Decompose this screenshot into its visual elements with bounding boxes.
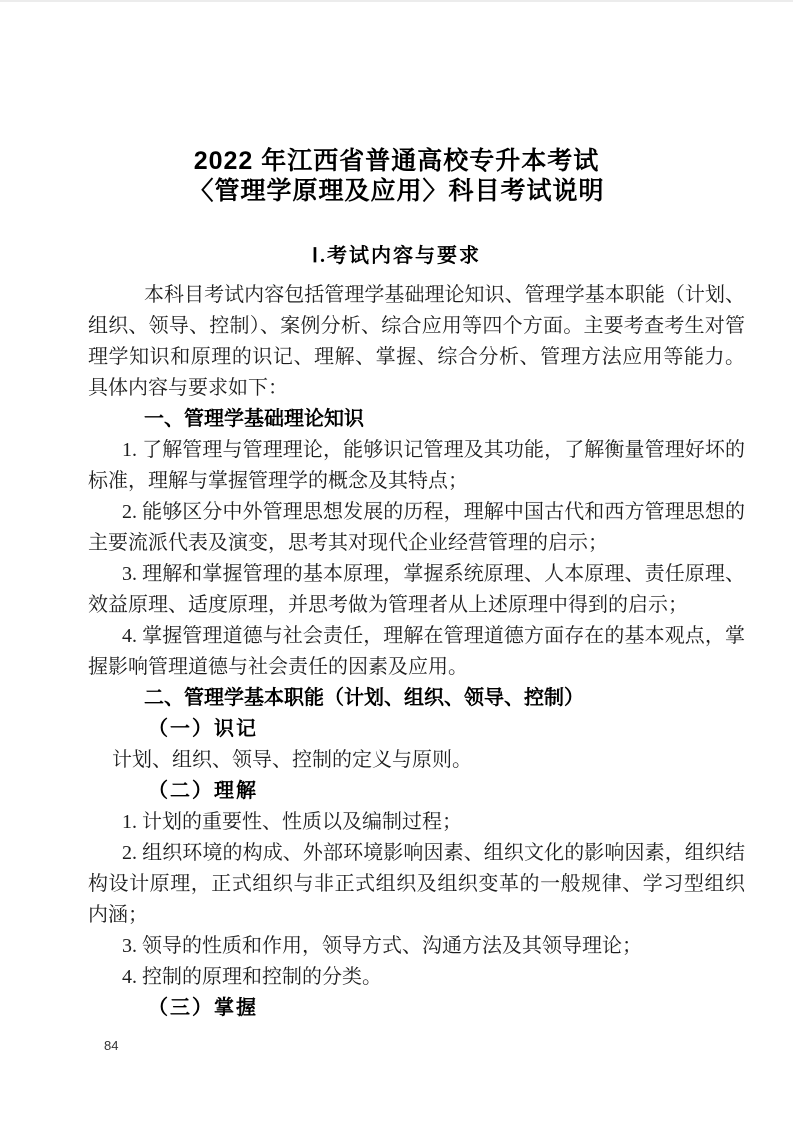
sub1-text: 计划、组织、领导、控制的定义与原则。 <box>112 749 472 771</box>
sub2-item-4: 4. 控制的原理和控制的分类。 <box>122 966 382 988</box>
section-heading: Ⅰ.考试内容与要求 <box>312 245 481 267</box>
document-body <box>88 280 745 1024</box>
document-title <box>0 2 793 206</box>
part1-item-1: 1. 了解管理与管理理论，能够识记管理及其功能，了解衡量管理好坏的标准，理解与掌握管理学的概念及其特点； <box>88 439 745 492</box>
part1-item-2: 2. 能够区分中外管理思想发展的历程，理解中国古代和西方管理思想的主要流派代表及演变，思考其对现代企业经营管理的启示； <box>88 501 745 554</box>
sub3-heading: （三）掌握 <box>148 997 258 1019</box>
part1-item-4: 4. 掌握管理道德与社会责任，理解在管理道德方面存在的基本观点，掌握影响管理道德与社会责任的因素及应用。 <box>88 625 745 678</box>
part2-heading: 二、管理学基本职能（计划、组织、领导、控制） <box>144 687 584 709</box>
sub2-item-3: 3. 领导的性质和作用，领导方式、沟通方法及其领导理论； <box>122 935 642 957</box>
document-title-line1: 2022 年江西省普通高校专升本考试 <box>193 147 600 175</box>
document-title-line2: 〈管理学原理及应用〉科目考试说明 <box>188 177 605 205</box>
sub2-item-2: 2. 组织环境的构成、外部环境影响因素、组织文化的影响因素，组织结构设计原理，正式组织与非正式组织及组织变革的一般规律、学习型组织内涵； <box>88 842 745 926</box>
sub2-item-1: 1. 计划的重要性、性质以及编制过程； <box>122 811 462 833</box>
sub2-heading: （二）理解 <box>148 780 258 802</box>
page-number: 84 <box>104 1038 119 1053</box>
part1-item-3: 3. 理解和掌握管理的基本原理，掌握系统原理、人本原理、责任原理、效益原理、适度原理，并思考做为管理者从上述原理中得到的启示； <box>88 563 745 616</box>
intro-paragraph: 本科目考试内容包括管理学基础理论知识、管理学基本职能（计划、组织、领导、控制）、案例分析、综合应用等四个方面。主要考查考生对管理学知识和原理的识记、理解、掌握、综合分析、管理方法应用等能力。具体内容与要求如下： <box>88 284 745 399</box>
sub1-heading: （一）识记 <box>148 718 258 740</box>
part1-heading: 一、管理学基础理论知识 <box>144 408 364 430</box>
